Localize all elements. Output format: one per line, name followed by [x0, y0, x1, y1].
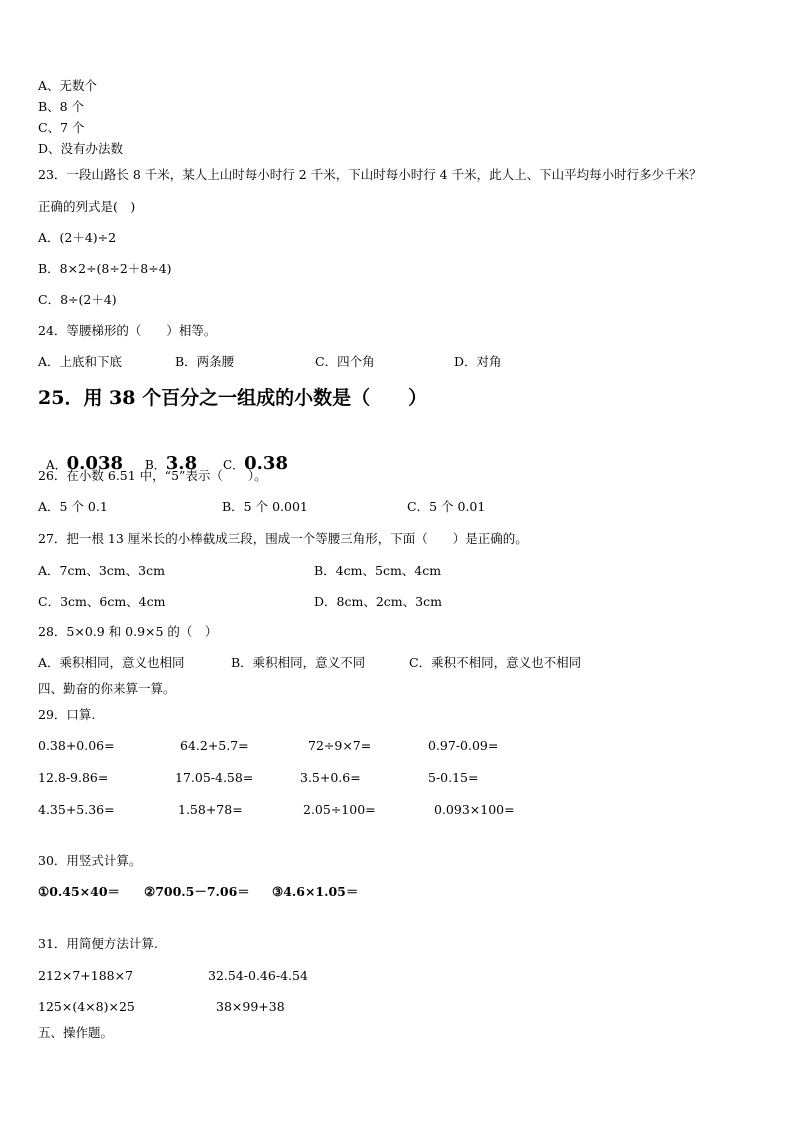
q22-option-a: A、无数个: [38, 78, 98, 93]
q29-r1-c4: 0.97-0.09=: [428, 738, 499, 753]
q25-option-c-label: C．: [222, 458, 245, 472]
q27-option-a: A．7cm、3cm、3cm: [38, 563, 165, 578]
q22-option-c: C、7 个: [38, 120, 85, 135]
q29-r1-c2: 64.2+5.7=: [180, 738, 249, 753]
q28-option-c: C．乘积不相同，意义也不相同: [409, 655, 582, 670]
q27-option-c: C．3cm、6cm、4cm: [38, 594, 166, 609]
q22-option-d: D、没有办法数: [38, 141, 124, 156]
q23-option-a: A．(2＋4)÷2: [38, 230, 117, 245]
q29-r1-c1: 0.38+0.06=: [38, 738, 115, 753]
q31-r1-c2: 32.54-0.46-4.54: [208, 968, 308, 983]
q27-option-d: D．8cm、2cm、3cm: [314, 594, 442, 609]
section-5-heading: 五、操作题。: [38, 1025, 114, 1040]
q26-option-c: C．5 个 0.01: [407, 499, 486, 514]
q24-option-b: B．两条腰: [175, 354, 235, 369]
q28-stem: 28．5×0.9 和 0.9×5 的（ ）: [38, 624, 218, 639]
q24-option-a: A．上底和下底: [38, 354, 123, 369]
q24-stem: 24．等腰梯形的（ ）相等。: [38, 323, 217, 338]
q25-option-b-label: B．: [144, 458, 166, 472]
q29-r3-c3: 2.05÷100=: [303, 802, 376, 817]
q30-stem: 30．用竖式计算。: [38, 853, 142, 868]
q30-item-1: ①0.45×40＝: [38, 884, 121, 899]
q22-option-b: B、8 个: [38, 99, 85, 114]
q28-option-a: A．乘积相同，意义也相同: [38, 655, 185, 670]
q31-r2-c2: 38×99+38: [216, 999, 285, 1014]
q24-option-d: D．对角: [454, 354, 502, 369]
q31-r1-c1: 212×7+188×7: [38, 968, 134, 983]
q29-r1-c3: 72÷9×7=: [308, 738, 372, 753]
q29-stem: 29．口算.: [38, 707, 96, 722]
q28-option-b: B．乘积相同，意义不同: [231, 655, 366, 670]
q25-option-c-value: 0.38: [244, 453, 288, 474]
q26-option-b: B．5 个 0.001: [222, 499, 308, 514]
q29-r2-c4: 5-0.15=: [428, 770, 479, 785]
q26-stem: 26．在小数 6.51 中，“5”表示（ ）。: [38, 468, 267, 483]
q29-r3-c2: 1.58+78=: [178, 802, 243, 817]
q30-item-3: ③4.6×1.05＝: [272, 884, 359, 899]
q26-option-a: A．5 个 0.1: [38, 499, 108, 514]
q25-stem: 25．用 38 个百分之一组成的小数是（ ）: [38, 387, 428, 409]
q23-stem: 23．一段山路长 8 千米，某人上山时每小时行 2 千米，下山时每小时行 4 千米，此人上、下山平均每小时行多少千米？: [38, 167, 702, 182]
q29-r2-c2: 17.05-4.58=: [175, 770, 254, 785]
q24-option-c: C．四个角: [315, 354, 375, 369]
q25-option-a-label: A．: [45, 458, 67, 472]
q27-stem: 27．把一根 13 厘米长的小棒截成三段，围成一个等腰三角形，下面（ ）是正确的。: [38, 531, 528, 546]
q30-item-2: ②700.5－7.06＝: [144, 884, 250, 899]
q27-option-b: B．4cm、5cm、4cm: [314, 563, 442, 578]
q25-option-a-value: 0.038: [66, 453, 123, 474]
q23-option-b: B．8×2÷(8÷2＋8÷4): [38, 261, 172, 276]
q23-prompt: 正确的列式是( ): [38, 199, 136, 214]
q31-r2-c1: 125×(4×8)×25: [38, 999, 135, 1014]
q29-r2-c3: 3.5+0.6=: [300, 770, 361, 785]
q25-option-b-value: 3.8: [165, 453, 198, 474]
q29-r3-c4: 0.093×100=: [434, 802, 515, 817]
q23-option-c: C．8÷(2＋4): [38, 292, 117, 307]
q29-r2-c1: 12.8-9.86=: [38, 770, 109, 785]
section-4-heading: 四、勤奋的你来算一算。: [38, 681, 176, 696]
q29-r3-c1: 4.35+5.36=: [38, 802, 115, 817]
q31-stem: 31．用简便方法计算.: [38, 936, 158, 951]
